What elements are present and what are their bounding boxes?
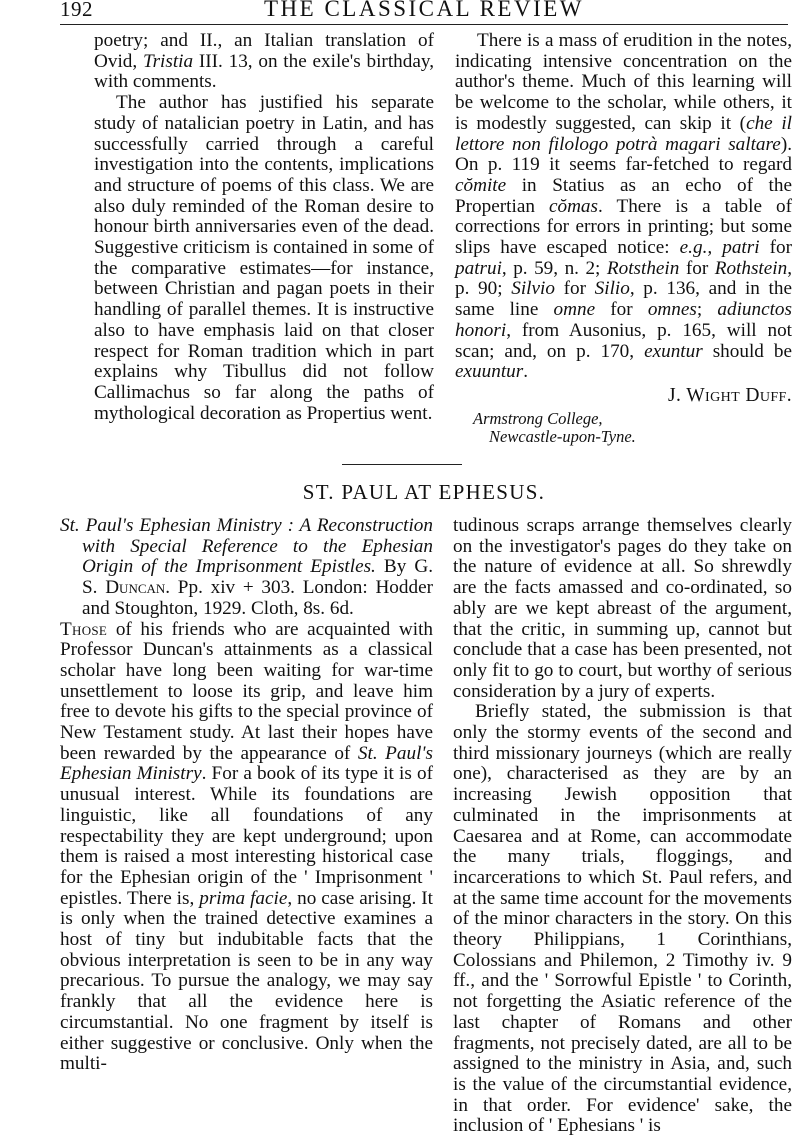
page-header bbox=[60, 0, 788, 22]
header-rule bbox=[60, 24, 788, 25]
book-title: St. Paul's Ephesian Ministry : A Reconstruction with Special Reference to the Ephesian Origin of the Imprisonment Epistles. bbox=[60, 515, 433, 578]
review-one-right-column bbox=[455, 31, 792, 446]
text-run: III. 13, on the exile's birthday, with comments. bbox=[94, 50, 434, 93]
review-two-right-column bbox=[453, 516, 792, 1137]
paragraph: There is a mass of erudition in the notes, indicating intensive concentration on the author's theme. Much of this learning will be welcome to the scholar, while others, it is modestly suggested, can skip it (che il lettore non filologo potrà magari saltare). On p. 119 it seems far-fetched to regard cŏmite in Statius as an echo of the Propertian cŏmas. There is a table of corrections for errors in printing; but some slips have escaped notice: e.g., patri for patrui, p. 59, n. 2; Rotsthein for Rothstein, p. 90; Silvio for Silio, p. 136, and in the same line omne for omnes; adiunctos honori, from Ausonius, p. 165, will not scan; and, on p. 170, exuntur should be exuuntur. bbox=[455, 30, 793, 383]
review-one-left-column bbox=[94, 31, 434, 424]
text-run: poetry; and II., an Italian translation of Ovid, bbox=[94, 30, 434, 72]
review-two-left-column bbox=[60, 516, 433, 1075]
running-title: THE CLASSICAL REVIEW bbox=[263, 0, 584, 21]
paragraph bbox=[94, 31, 434, 93]
paragraph: The author has justified his separate study of natalician poetry in Latin, and has successfully carried through a careful investigation into the contents, implications and structure of poems of this class. We are also duly reminded of the Roman desire to honour birth anniversaries even of the dead. Suggestive criticism is contained in some of the comparative estimates—for instance, between Christian and pagan poets in their handling of parallel themes. It is instructive also to have emphasis laid on that closer respect for Roman tradition which in part explains why Tibullus did not follow Callimachus so far along the paths of mythological decoration as Propertius went. bbox=[94, 92, 434, 424]
page-number: 192 bbox=[60, 0, 93, 21]
section-title: ST. PAUL AT EPHESUS. bbox=[302, 480, 546, 504]
paragraph: tudinous scraps arrange themselves clearly on the investigator's pages do they take on the nature of evidence at all. So shrewdly are the facts amassed and co-ordinated, so ably are we kept abreast of the argument, that the critic, in summing up, cannot but conclude that a case has been presented, not only fit to go to court, but worthy of serious consideration by a jury of experts. bbox=[453, 515, 792, 702]
opening-word: Those bbox=[60, 618, 108, 640]
affiliation-line: Newcastle-upon-Tyne. bbox=[489, 426, 636, 446]
book-author: G. S. Duncan bbox=[82, 556, 433, 599]
paragraph: Briefly stated, the submission is that only the stormy events of the second and third missionary journeys (which are really one), characterised as they are by an increasing Jewish opposition that culminated in the imprisonments at Caesarea and at Rome, can accommodate the many trials, floggings, and incarcerations to which St. Paul refers, and at the same time account for the movements of the minor characters in the story. On this theory Philippians, 1 Corinthians, Colossians and Philemon, 2 Timothy iv. 9 ff., and the ' Sorrowful Epistle ' to Corinth, not forgetting the Asiatic reference of the last chapter of Romans and other fragments, not precisely dated, are all to be assigned to the ministry in Asia, and, such is the value of the circumstantial evidence, in that order. For evidence' sake, the inclusion of ' Ephesians ' is bbox=[453, 701, 792, 1137]
reviewer-signature: J. Wight Duff. bbox=[668, 384, 792, 406]
italic-title: Tristia bbox=[142, 50, 194, 72]
paragraph: Those of his friends who are acquainted with Professor Duncan's attainments as a classical scholar have long been waiting for war-time unsettlement to loose its grip, and leave him free to devote his gifts to the special province of New Testament study. At last their hopes have been rewarded by the appearance of St. Paul's Ephesian Ministry. For a book of its type it is of unusual interest. While its foundations are linguistic, like all foundations of any respectability they are kept underground; upon them is raised a most interesting historical case for the Ephesian origin of the ' Imprisonment ' epistles. There is, prima facie, no case arising. It is only when the trained detective examines a host of tiny but indubitable facts that the obvious interpretation is seen to be in any way precarious. To pursue the analogy, we may say frankly that all the evidence here is circumstantial. No one fragment by itself is either suggestive or conclusive. Only when the multi- bbox=[60, 618, 433, 1075]
affiliation-line: Armstrong College, bbox=[473, 408, 603, 428]
bibliographic-entry: St. Paul's Ephesian Ministry : A Reconstruction with Special Reference to the Ephesian Origin of the Imprisonment Epistles. By G. S. Duncan. Pp. xiv + 303. London: Hodder and Stoughton, 1929. Cloth, 8s. 6d. bbox=[60, 515, 433, 619]
section-divider bbox=[342, 464, 462, 465]
reviewer-affiliation bbox=[455, 410, 792, 446]
book-details: . Pp. xiv + 303. London: Hodder and Stoughton, 1929. Cloth, 8s. 6d. bbox=[82, 577, 433, 619]
